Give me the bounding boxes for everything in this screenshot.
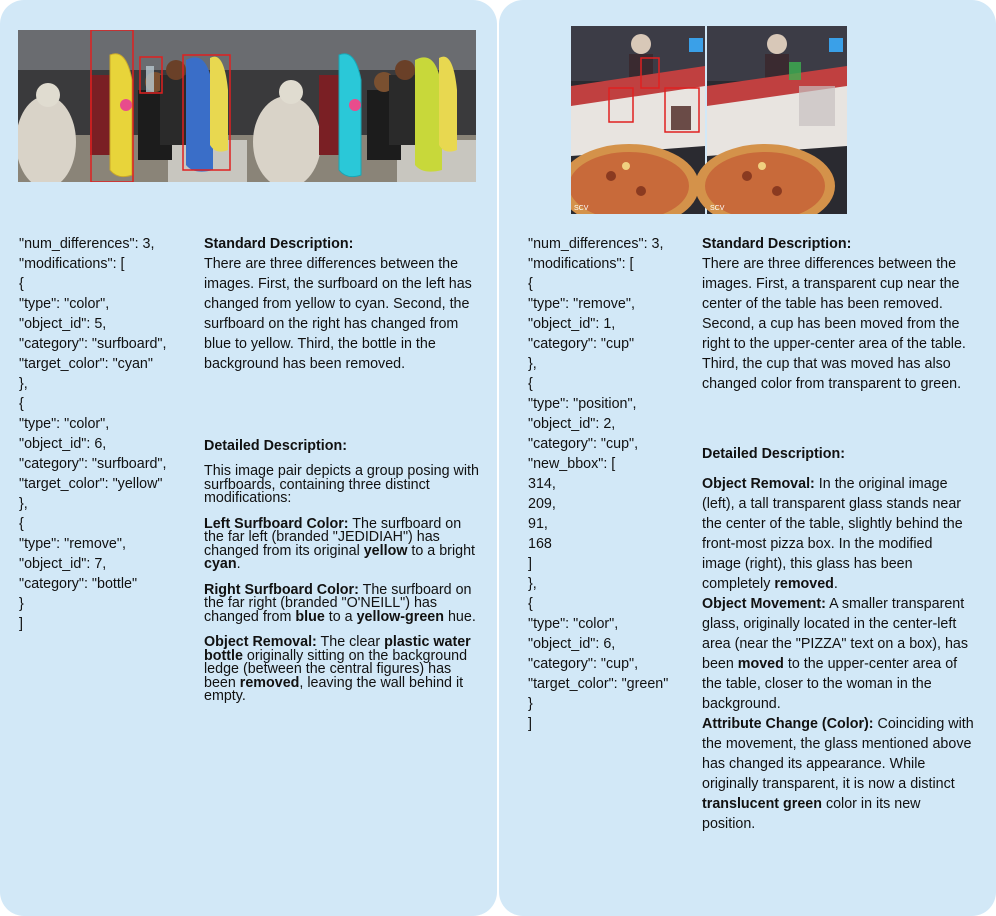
json-line: "category": "cup",: [528, 436, 639, 452]
json-line: "modifications": [: [528, 256, 634, 272]
json-line: "num_differences": 3,: [19, 236, 155, 252]
detailed-description: [204, 436, 489, 456]
json-line: "target_color": "green": [528, 676, 669, 692]
json-line: "category": "cup": [528, 336, 635, 352]
original-surfboard-photo: [18, 30, 247, 182]
json-line: "category": "cup",: [528, 656, 639, 672]
detail-text: The surfboard on the far right (branded "O'NEILL") has changed from: [204, 581, 472, 625]
detail-text: hue.: [444, 608, 476, 625]
surfboard-photos: [18, 30, 476, 182]
json-line: ]: [528, 556, 532, 572]
detail-text: In the original image (left), a tall transparent glass stands near the center of the table, slightly behind the front-most pizza box. In the modified image (right), this glass has been completely: [702, 476, 963, 592]
pizza-image-pair: [571, 26, 847, 214]
modification-detail-title: Object Removal:: [204, 634, 317, 650]
detail-text: to a bright: [407, 542, 475, 559]
json-line: "category": "bottle": [19, 576, 138, 592]
detail-text: to the upper-center area of the table, closer to the woman in the background.: [702, 656, 958, 712]
detail-text: to a: [324, 608, 357, 625]
detail-text: The surfboard on the far left (branded "JEDIDIAH") has changed from its original: [204, 515, 462, 559]
json-line: "num_differences": 3,: [528, 236, 664, 252]
standard-description-text: There are three differences between the images. First, a transparent cup near the center of the table has been removed. Second, a cup has been moved from the right to the upper-center area of the table. Third, the cup that was moved has also changed color from transparent to green.: [702, 256, 966, 392]
standard-description: [204, 234, 489, 374]
standard-description-heading: Standard Description:: [204, 236, 354, 252]
json-line: },: [528, 356, 537, 372]
emphasis-text: removed: [774, 576, 834, 592]
json-line: "type": "remove",: [19, 536, 126, 552]
json-line: "target_color": "cyan": [19, 356, 153, 372]
original-pizza-photo: [571, 26, 705, 214]
json-line: }: [19, 596, 24, 612]
json-line: "type": "color",: [528, 616, 619, 632]
modification-detail: [702, 594, 974, 714]
json-line: "object_id": 2,: [528, 416, 616, 432]
photo-watermark: SCV: [574, 205, 589, 212]
emphasis-text: yellow-green: [356, 608, 444, 625]
json-line: ]: [19, 616, 23, 632]
json-line: "object_id": 6,: [528, 636, 616, 652]
emphasis-text: moved: [737, 656, 784, 672]
json-line: "category": "surfboard",: [19, 336, 167, 352]
detailed-description-intro: This image pair depicts a group posing with surfboards, containing three distinct modifications:: [204, 463, 479, 506]
detail-text: A smaller transparent glass, originally located in the center-left area (near the "PIZZA" text on a box), has been: [702, 596, 969, 672]
json-line: ]: [528, 716, 532, 732]
json-line: {: [528, 376, 533, 392]
json-line: "object_id": 1,: [528, 316, 616, 332]
standard-description-heading: Standard Description:: [702, 236, 852, 252]
detailed-description-heading: Detailed Description:: [702, 446, 845, 462]
emphasis-text: yellow: [363, 542, 408, 559]
modification-detail-title: Object Removal:: [702, 476, 815, 492]
emphasis-text: removed: [239, 674, 300, 691]
modification-detail: [204, 515, 479, 572]
modification-detail: [702, 714, 974, 834]
detailed-description-body: [204, 465, 479, 716]
json-line: 209,: [528, 496, 556, 512]
json-line: },: [19, 376, 28, 392]
json-line: 168: [528, 536, 552, 552]
json-line: "category": "surfboard",: [19, 456, 167, 472]
json-line: 91,: [528, 516, 548, 532]
photo-watermark: SCV: [710, 205, 725, 212]
modified-pizza-photo: [695, 26, 847, 214]
json-line: "object_id": 6,: [19, 436, 107, 452]
modification-detail-title: Attribute Change (Color):: [702, 716, 874, 732]
json-line: "new_bbox": [: [528, 456, 616, 472]
json-line: "type": "color",: [19, 296, 110, 312]
emphasis-text: plastic water bottle: [204, 634, 471, 664]
detail-text: color in its new position.: [702, 796, 921, 832]
modification-detail-title: Right Surfboard Color:: [204, 581, 359, 598]
detailed-description-heading: Detailed Description:: [204, 438, 347, 454]
detail-text: , leaving the wall behind it empty.: [204, 674, 464, 704]
modification-json: [528, 234, 668, 734]
standard-description-text: There are three differences between the images. First, the surfboard on the left has changed from yellow to cyan. Second, the surfboard on the right has changed from blue to yellow. Third, the bottle in the background has been removed.: [204, 256, 472, 372]
json-line: {: [528, 596, 533, 612]
json-line: {: [528, 276, 533, 292]
detail-text: .: [833, 576, 838, 592]
modification-detail: [702, 474, 974, 594]
json-line: {: [19, 276, 24, 292]
json-line: "object_id": 7,: [19, 556, 107, 572]
json-line: "target_color": "yellow": [19, 476, 163, 492]
json-line: "object_id": 5,: [19, 316, 107, 332]
emphasis-text: cyan: [204, 556, 237, 572]
detail-text: .: [236, 556, 241, 572]
json-line: }: [528, 696, 533, 712]
json-line: {: [19, 516, 24, 532]
json-line: "type": "color",: [19, 416, 110, 432]
left-example-panel: [0, 0, 497, 916]
right-example-panel: [499, 0, 996, 916]
detail-text: originally sitting on the background ledge (between the central figures) has been: [204, 647, 468, 691]
json-line: },: [19, 496, 28, 512]
json-line: {: [19, 396, 24, 412]
detailed-description: [702, 444, 974, 834]
emphasis-text: translucent green: [702, 796, 822, 812]
detail-text: Coinciding with the movement, the glass mentioned above has changed its appearance. While originally transparent, it is now a distinct: [702, 716, 974, 792]
modification-detail-title: Left Surfboard Color:: [204, 515, 349, 532]
surfboard-image-pair: [18, 30, 476, 182]
json-line: "type": "remove",: [528, 296, 635, 312]
modified-surfboard-photo: [247, 30, 476, 182]
json-line: "type": "position",: [528, 396, 637, 412]
json-line: },: [528, 576, 537, 592]
detail-text: The clear: [316, 634, 385, 650]
emphasis-text: blue: [295, 608, 325, 625]
modification-json: [19, 234, 166, 634]
json-line: "modifications": [: [19, 256, 125, 272]
json-line: 314,: [528, 476, 556, 492]
standard-description: [702, 234, 984, 394]
modification-detail-title: Object Movement:: [702, 596, 826, 612]
modification-detail: [204, 636, 479, 704]
pizza-photos: [571, 26, 847, 214]
modification-detail: [204, 581, 479, 625]
